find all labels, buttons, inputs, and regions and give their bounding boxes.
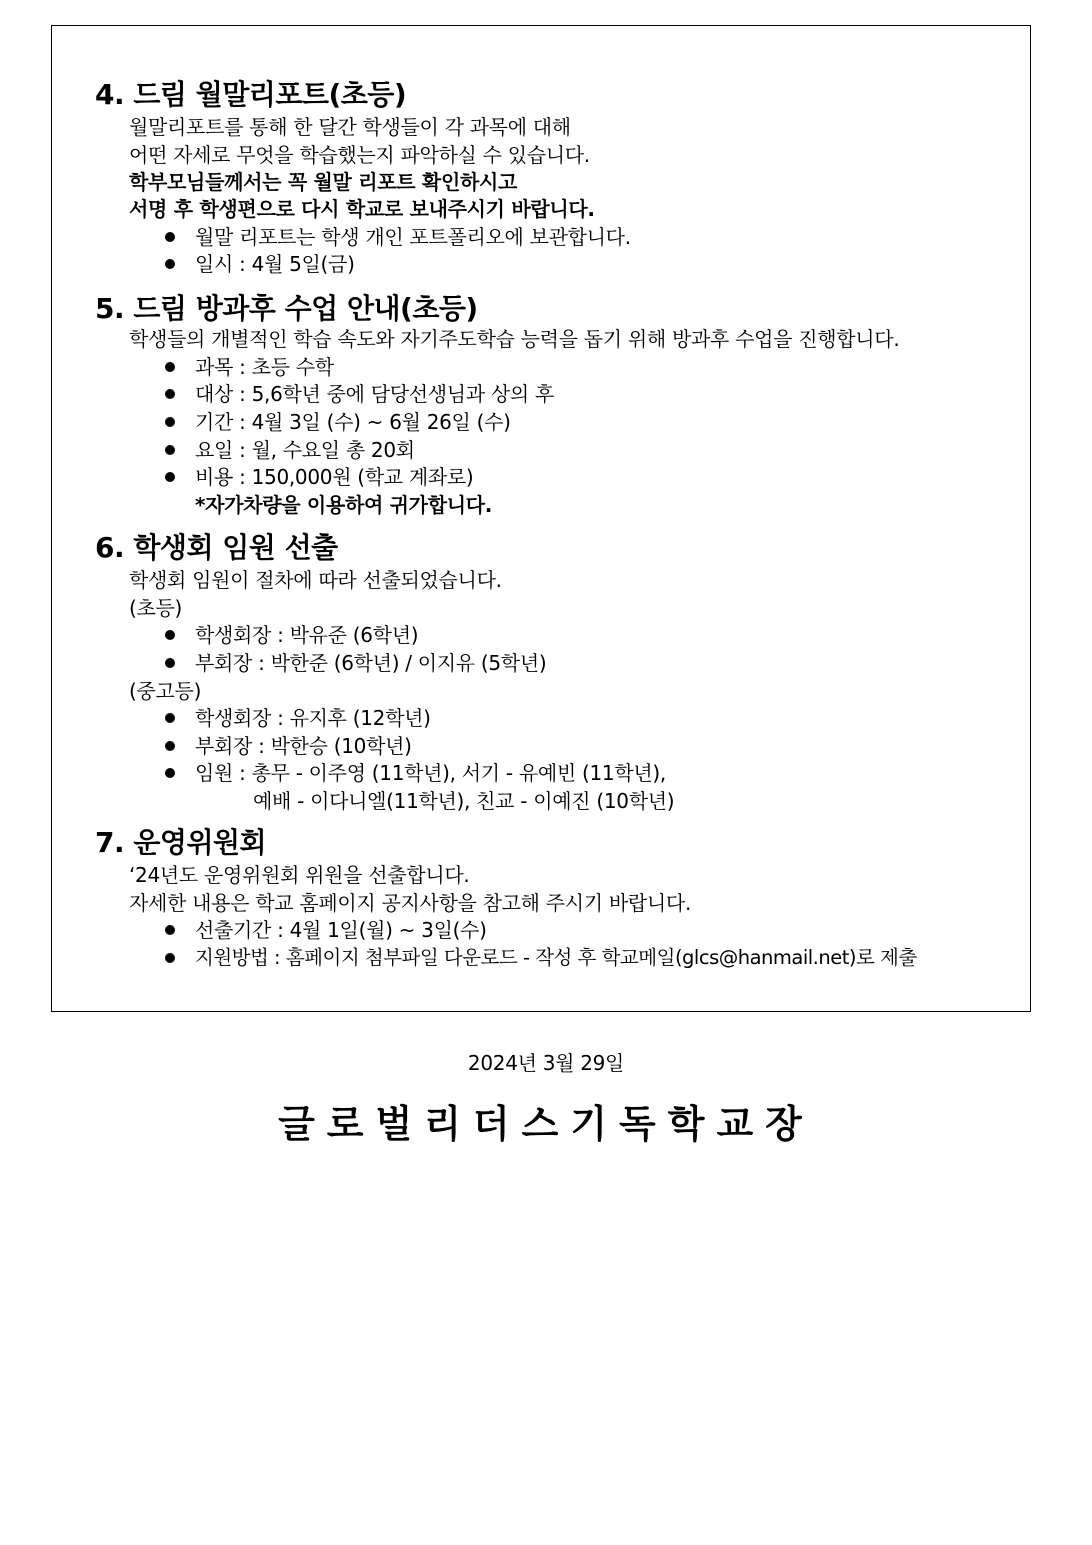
section-5-title: 5. 드림 방과후 수업 안내(초등): [95, 292, 478, 325]
bullet-icon: [165, 445, 175, 455]
bullet-icon: [165, 953, 175, 963]
bullet-icon: [165, 630, 175, 640]
section-5-line-1: 학생들의 개별적인 학습 속도와 자기주도학습 능력을 돕기 위해 방과후 수업을 진행합니다.: [129, 327, 900, 351]
officer-continuation: 예배 - 이다니엘(11학년), 친교 - 이예진 (10학년): [253, 789, 675, 813]
bullet-icon: [165, 472, 175, 482]
section-6-line-1: 학생회 임원이 절차에 따라 선출되었습니다.: [129, 568, 502, 592]
notice-date: 2024년 3월 29일: [467, 1051, 625, 1075]
notice-box: 4. 드림 월말리포트(초등) 월말리포트를 통해 한 달간 학생들이 각 과목에 대해 어떤 자세로 무엇을 학습했는지 파악하실 수 있습니다. 학부모님들께서는 꼭 월말 리포트 확인하시고 서명 후 학생편으로 다시 학교로 보내주시기 바랍니다. 월말 리포트는 학생 개인 포트폴리오에 보관합니다. 일시 : 4월 5일(금) 5. 드림 방과후 수업 안내(초등) 학생들의 개별적인 학습 속도와 자기주도학습 능력을 돕기 위해 방과후 수업을 진행합니다. 과목 : 초등 수학 대상 : 5,6학년 중에 담당선생님과 상의 후 기간 : 4월 3일 (수) ~ 6월 26일 (수) 요일 : 월, 수요일 총 20회 비용 : 150,000원 (학교 계좌로) *자가차량을 이용하여 귀가합니다. 6. 학생회 임원 선출 학생회 임원이 절차에 따라 선출되었습니다. (초등) 학생회장 : 박유준 (6학년) 부회장 : 박한준 (6학년) / 이지유 (5학년) (중고등) 학생회장 : 유지후 (12학년) 부회장 : 박한승 (10학년) 임원 : 총무 - 이주영 (11학년), 서기 - 유예빈 (11학년), 예배 - 이다니엘(11학년), 친교 - 이예진 (10학년) 7. 운영위원회 ‘24년도 운영위원회 위원을 선출합니다. 자세한 내용은 학교 홈페이지 공지사항을 참고해 주시기 바랍니다. 선출기간 : 4월 1일(월) ~ 3일(수) 지원방법 : 홈페이지 첨부파일 다운로드 - 작성 후 학교메일(glcs@hanmail.net)로 제출: [51, 25, 1031, 1012]
bullet-icon: [165, 925, 175, 935]
bullet-icon: [165, 362, 175, 372]
bullet-icon: [165, 713, 175, 723]
section-4-title: 4. 드림 월말리포트(초등): [95, 78, 407, 111]
section-4-line-2: 어떤 자세로 무엇을 학습했는지 파악하실 수 있습니다.: [129, 143, 590, 167]
bullet-icon: [165, 768, 175, 778]
bullet-icon: [165, 232, 175, 242]
section-4-bold-line-2: 서명 후 학생편으로 다시 학교로 보내주시기 바랍니다.: [129, 197, 595, 221]
bullet-icon: [165, 259, 175, 269]
section-4-line-1: 월말리포트를 통해 한 달간 학생들이 각 과목에 대해: [129, 115, 571, 139]
section-4-bold-line-1: 학부모님들께서는 꼭 월말 리포트 확인하시고: [129, 170, 518, 194]
section-7-line-2: 자세한 내용은 학교 홈페이지 공지사항을 참고해 주시기 바랍니다.: [129, 891, 691, 915]
section-7-title: 7. 운영위원회: [95, 826, 267, 859]
group-label-elementary: (초등): [129, 596, 183, 620]
section-6-title: 6. 학생회 임원 선출: [95, 531, 338, 564]
bullet-icon: [165, 417, 175, 427]
bullet-icon: [165, 658, 175, 668]
group-label-secondary: (중고등): [129, 679, 202, 703]
section-5-note: *자가차량을 이용하여 귀가합니다.: [195, 493, 493, 517]
bullet-icon: [165, 389, 175, 399]
principal-signature: 글로벌리더스기독학교장: [278, 1102, 814, 1146]
section-7-line-1: ‘24년도 운영위원회 위원을 선출합니다.: [129, 863, 470, 887]
bullet-icon: [165, 741, 175, 751]
